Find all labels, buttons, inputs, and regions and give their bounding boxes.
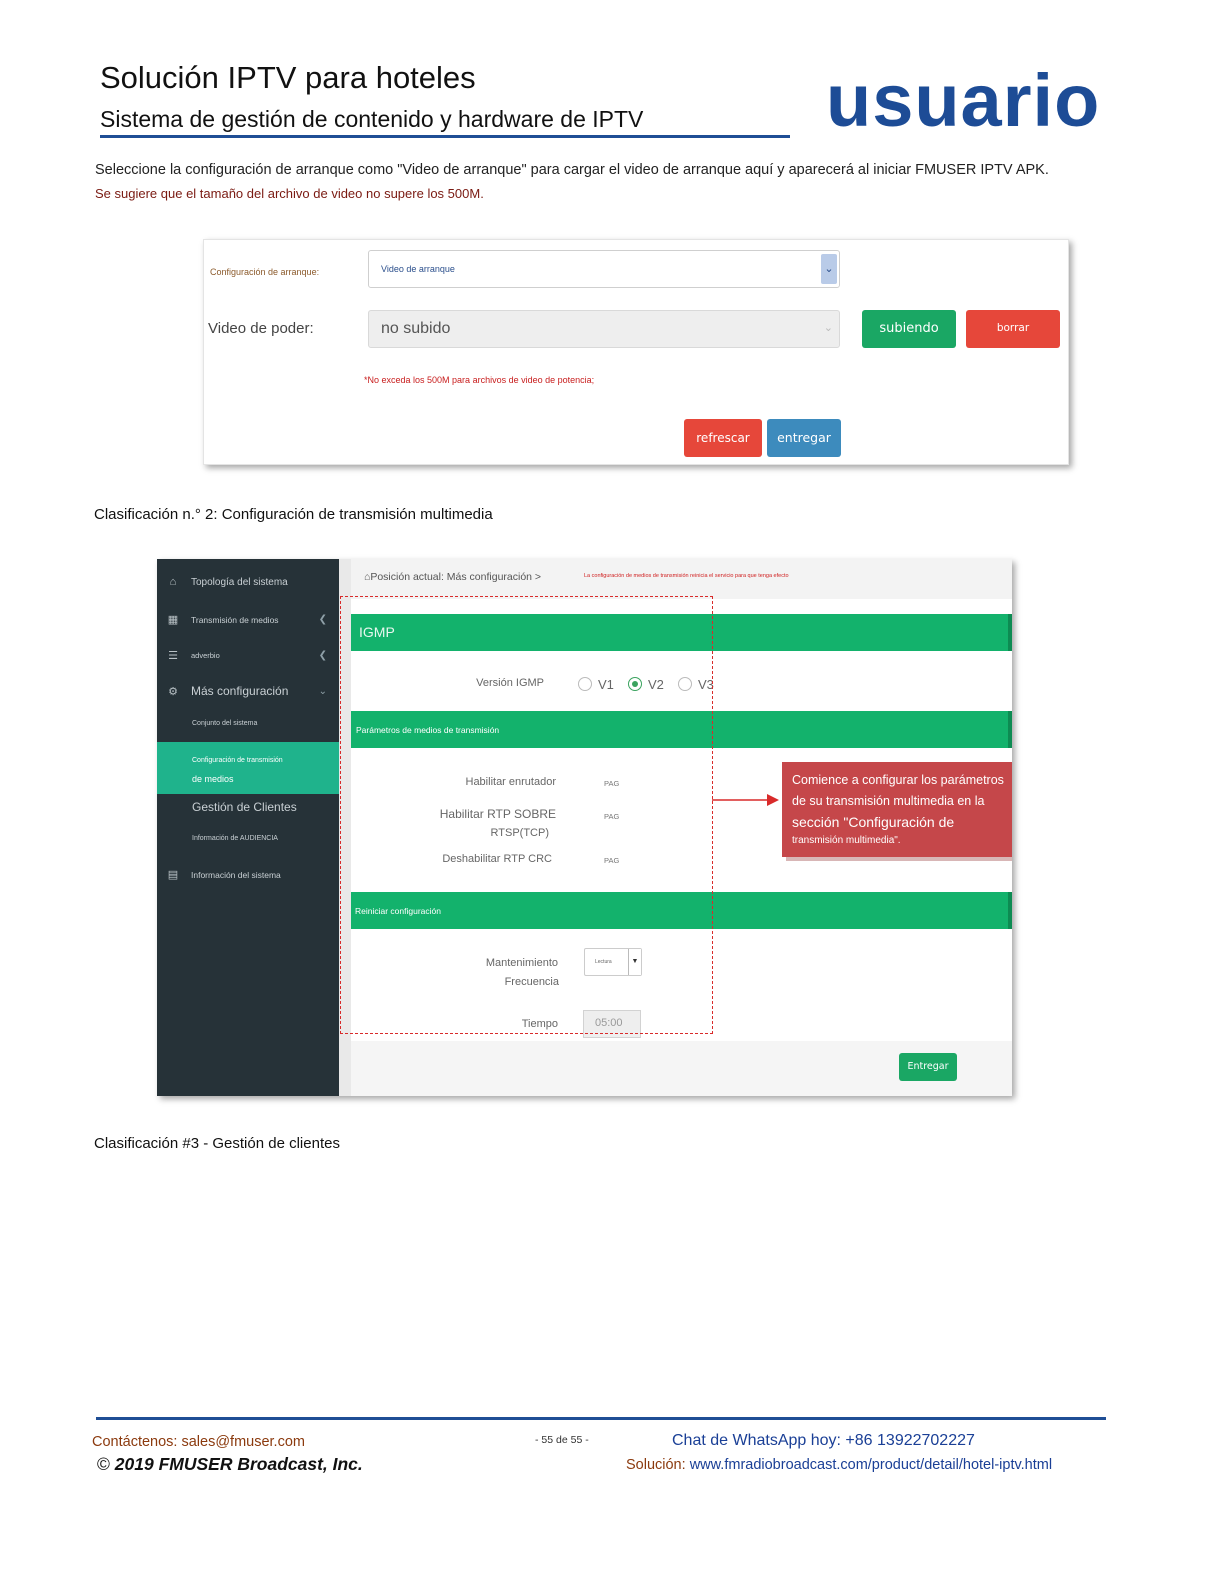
gear-icon: ⚙ (168, 685, 178, 698)
breadcrumb-text: Posición actual: Más configuración > (370, 571, 542, 583)
callout-line: transmisión multimedia". (792, 835, 901, 846)
boot-config-label: Configuración de arranque: (210, 267, 320, 277)
sidebar-item-system-info[interactable] (165, 868, 281, 881)
igmp-v3-label: V3 (698, 677, 714, 692)
document-subtitle: Sistema de gestión de contenido y hardware de IPTV (100, 106, 644, 132)
footer-copyright (97, 1454, 363, 1475)
media-transmission-panel (157, 559, 1012, 1096)
callout-line: sección "Configuración de (792, 814, 955, 830)
media-submit-button[interactable]: Entregar (899, 1053, 957, 1081)
section-heading-3: Clasificación #3 - Gestión de clientes (94, 1135, 340, 1152)
chevron-down-icon[interactable]: ⌄ (821, 254, 837, 284)
restart-title: Reiniciar configuración (355, 906, 441, 916)
callout-line: de su transmisión multimedia en la (792, 794, 985, 808)
power-video-label: Video de poder: (208, 320, 314, 337)
copyright-icon: © (97, 1454, 110, 1474)
maint-value: Lectura (595, 959, 612, 965)
time-field[interactable]: 05:00 (583, 1010, 641, 1038)
maint-label-2: Frecuencia (504, 976, 559, 988)
chevron-down-icon: ⌄ (823, 322, 833, 334)
sidebar-item-label: adverbio (191, 651, 220, 660)
restart-notice: La configuración de medios de transmisión reinicia el servicio para que tenga efecto (584, 573, 789, 579)
header-user-word: usuario (826, 59, 1101, 142)
params-title: Parámetros de medios de transmisión (356, 725, 500, 735)
time-label: Tiempo (521, 1018, 558, 1030)
sidebar-item-audience[interactable] (192, 835, 278, 842)
list-icon: ☰ (168, 650, 178, 662)
param-label-2: RTSP(TCP) (490, 827, 549, 839)
power-video-field[interactable] (368, 310, 840, 348)
server-icon: ▤ (167, 869, 179, 881)
igmp-v1-label: V1 (598, 677, 614, 692)
sidebar-item-clients[interactable] (192, 800, 297, 814)
home-icon: ⌂ (364, 571, 371, 583)
sidebar-item-label: Gestión de Clientes (192, 800, 297, 814)
bar-edge (1008, 892, 1012, 929)
chevron-down-icon: ⌄ (318, 685, 327, 697)
footer-solution (626, 1457, 1052, 1473)
chevron-left-icon: ❮ (318, 614, 327, 625)
param-label: Habilitar enrutador (465, 776, 556, 788)
sidebar-item-label: Transmisión de medios (191, 614, 279, 625)
sidebar-item-label: Más configuración (191, 684, 289, 698)
intro-note: Se sugiere que el tamaño del archivo de video no supere los 500M. (95, 186, 484, 201)
igmp-v2-label: V2 (648, 677, 664, 692)
film-icon: ▦ (167, 614, 179, 626)
footer-whatsapp[interactable]: Chat de WhatsApp hoy: +86 13922702227 (672, 1432, 975, 1449)
chevron-left-icon: ❮ (318, 650, 327, 661)
sidebar-item-system-set[interactable] (192, 720, 257, 727)
sidebar-item-media[interactable] (165, 613, 339, 626)
callout-line: Comience a configurar los parámetros (792, 773, 1004, 787)
boot-config-select[interactable] (368, 250, 840, 288)
refresh-button[interactable]: refrescar (684, 419, 762, 457)
maint-label: Mantenimiento (485, 957, 558, 969)
upload-button[interactable]: subiendo (862, 310, 956, 348)
param-label: Habilitar RTP SOBRE (439, 807, 556, 821)
section-heading-2: Clasificación n.° 2: Configuración de transmisión multimedia (94, 506, 493, 523)
sidebar-item-label: Conjunto del sistema (192, 720, 258, 727)
sidebar-item-label: Topología del sistema (191, 576, 288, 588)
sidebar-item-adverb[interactable] (165, 649, 339, 662)
solution-link[interactable]: www.fmradiobroadcast.com/product/detail/hotel-iptv.html (689, 1457, 1053, 1473)
sidebar-item-label-2: de medios (192, 774, 234, 784)
highlight-dashed-box (340, 596, 713, 1034)
intro-paragraph: Seleccione la configuración de arranque como "Video de arranque" para cargar el video de arranque aquí y aparecerá al iniciar FMUSER IPTV APK. (95, 162, 1049, 178)
boot-config-value: Video de arranque (381, 264, 455, 274)
sidebar (157, 559, 339, 1096)
power-video-value: no subido (381, 320, 451, 337)
solution-label: Solución: (626, 1457, 690, 1473)
param-value[interactable]: PAG (604, 856, 620, 865)
igmp-title: IGMP (359, 624, 395, 640)
page-number: - 55 de 55 - (535, 1434, 589, 1446)
param-label: Deshabilitar RTP CRC (442, 853, 552, 865)
delete-button[interactable]: borrar (966, 310, 1060, 348)
caret-down-icon: ▼ (628, 949, 641, 975)
document-title: Solución IPTV para hoteles (100, 60, 476, 95)
size-warning: *No exceda los 500M para archivos de video de potencia; (364, 375, 595, 385)
sidebar-item-label: Configuración de transmisión (192, 757, 283, 764)
arrow-right-icon (711, 791, 783, 809)
bar-edge (1008, 711, 1012, 748)
sidebar-item-media-config[interactable] (192, 752, 283, 788)
igmp-version-label: Versión IGMP (476, 677, 544, 689)
footer-rule (96, 1417, 1106, 1420)
param-value[interactable]: PAG (604, 812, 620, 821)
footer-contact[interactable]: Contáctenos: sales@fmuser.com (92, 1434, 305, 1450)
sidebar-item-topology[interactable] (165, 576, 288, 588)
boot-video-panel (203, 239, 1069, 465)
copyright-text: 2019 FMUSER Broadcast, Inc. (114, 1454, 363, 1474)
breadcrumb (364, 571, 541, 583)
sidebar-item-label: Información del sistema (191, 869, 281, 880)
bar-edge (1008, 614, 1012, 651)
header-rule (100, 135, 790, 138)
callout-note (782, 762, 1012, 857)
sidebar-item-more-config[interactable] (165, 684, 339, 698)
param-value[interactable]: PAG (604, 779, 620, 788)
submit-button[interactable]: entregar (767, 419, 841, 457)
home-icon: ⌂ (169, 576, 177, 588)
sidebar-item-label: Información de AUDIENCIA (192, 835, 278, 842)
